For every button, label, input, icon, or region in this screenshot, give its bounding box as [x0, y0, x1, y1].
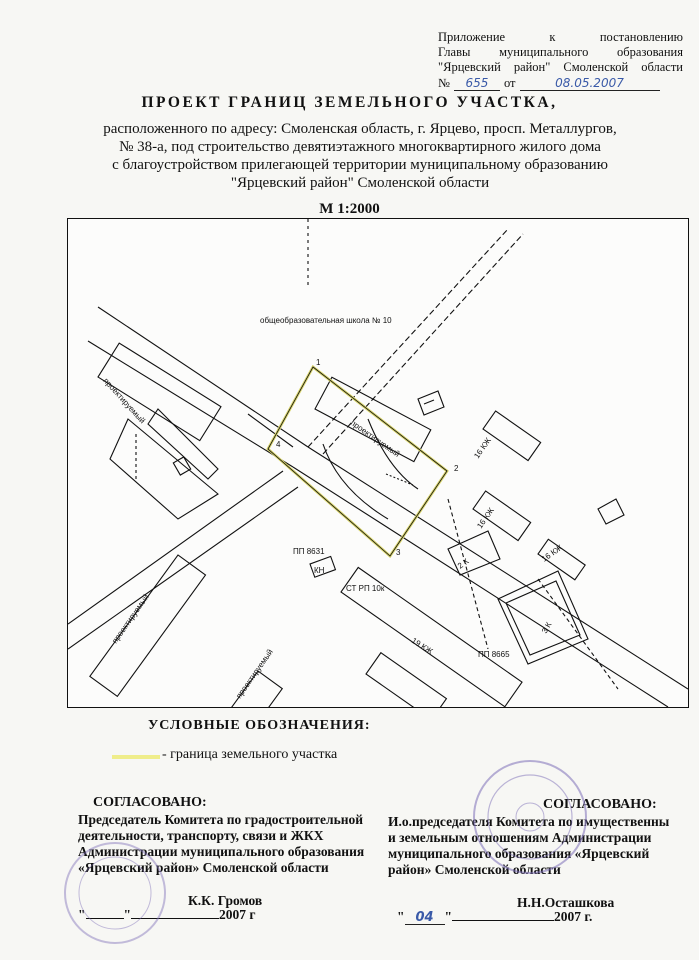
left-agreed-label: СОГЛАСОВАНО: — [93, 795, 207, 810]
access-road — [323, 444, 388, 519]
quote-open: " — [397, 909, 405, 924]
street-line — [68, 471, 283, 624]
building-label: 3 К — [539, 620, 554, 635]
small-structure — [418, 391, 444, 415]
projected-label: проектируемый — [101, 376, 147, 426]
right-date-year: 2007 г. — [554, 909, 593, 924]
appendix-line3: "Ярцевский район" Смоленской области — [438, 60, 683, 74]
document-subtitle — [80, 120, 640, 192]
legend-boundary-swatch — [112, 755, 160, 759]
pp-label: ПП 8631 — [293, 547, 325, 556]
right-sign-date — [397, 909, 592, 925]
quote-open: " — [78, 907, 86, 922]
right-agreed-label: СОГЛАСОВАНО: — [543, 797, 657, 812]
appendix-block — [438, 30, 683, 91]
pp-label: ПП 8665 — [478, 650, 510, 659]
building-label: 16 КЖ — [539, 542, 565, 564]
left-signer-name: К.К. Громов — [188, 893, 263, 908]
building-label: 2 К — [455, 556, 471, 571]
right-sign-line: И.о.председателя Комитета по имущественны — [388, 814, 670, 829]
appendix-to: к — [549, 30, 556, 44]
site-plan-drawing — [68, 219, 688, 707]
appendix-number-row — [438, 76, 683, 91]
projected-label: проектируемый — [110, 592, 151, 646]
project-building — [315, 377, 431, 461]
plot-boundary-inner — [268, 367, 447, 556]
left-sign-line: Председатель Комитета по градостроительной — [78, 812, 364, 827]
small-structure — [424, 400, 434, 404]
street-line — [98, 307, 308, 447]
right-sign-line: муниципального образования «Ярцевский — [388, 846, 650, 861]
point-label: 1 — [316, 358, 321, 367]
building-label: КН — [314, 566, 325, 575]
subtitle-line: расположенного по адресу: Смоленская область, г. Ярцево, просп. Металлургов, — [103, 121, 617, 137]
legend-item-label: - граница земельного участка — [162, 747, 338, 762]
projected-label: проектируемый — [234, 647, 275, 701]
appendix-word: Приложение — [438, 30, 506, 44]
building-label: 19 КЖ — [409, 636, 435, 656]
subtitle-line: с благоустройством прилегающей территории муниципальному образованию — [112, 157, 608, 173]
right-sign-line: район» Смоленской области — [388, 862, 561, 877]
building-outline — [483, 411, 541, 461]
parking-hatch — [386, 474, 413, 485]
building-label: 16 КЖ — [475, 506, 496, 531]
quote-close: " — [444, 909, 452, 924]
number-label: № — [438, 76, 450, 90]
building-outline — [90, 555, 206, 696]
right-sign-line: и земельным отношениям Администрации — [388, 830, 652, 845]
quote-close: " — [123, 907, 131, 922]
left-date-year: 2007 г — [219, 907, 256, 922]
point-label: 2 — [454, 464, 459, 473]
appendix-resolution: постановлению — [599, 30, 683, 44]
point-label: 3 — [396, 548, 401, 557]
document-title: ПРОЕКТ ГРАНИЦ ЗЕМЕЛЬНОГО УЧАСТКА, — [141, 94, 558, 111]
date-value: 08.05.2007 — [520, 77, 660, 91]
projected-label: проектируемый — [348, 418, 402, 459]
official-seal-stamp — [470, 757, 590, 877]
map-scale: М 1:2000 — [319, 201, 380, 217]
small-structure — [173, 457, 190, 475]
site-plan-map — [67, 218, 689, 708]
st-label: СТ РП 10к — [346, 584, 385, 593]
left-sign-line: Администрации муниципального образования — [78, 844, 365, 859]
school-label: общеобразовательная школа № 10 — [260, 316, 392, 325]
left-sign-line: «Ярцевский район» Смоленской области — [78, 860, 329, 875]
dashed-line — [538, 579, 618, 689]
right-signer-name: Н.Н.Осташкова — [517, 895, 615, 910]
point-label: 4 — [276, 440, 281, 449]
building-label: 16 КЖ — [472, 436, 493, 461]
street-line — [88, 341, 293, 467]
round-stamp — [60, 838, 180, 948]
legend-title: УСЛОВНЫЕ ОБОЗНАЧЕНИЯ: — [148, 718, 371, 733]
number-value: 655 — [454, 77, 500, 91]
right-day: 04 — [405, 911, 445, 925]
building-outline — [366, 653, 446, 707]
date-label: от — [503, 76, 516, 90]
appendix-line2: Главы муниципального образования — [438, 45, 683, 59]
building-outline — [110, 419, 218, 519]
left-sign-line: деятельности, транспорту, связи и ЖКХ — [78, 828, 324, 843]
subtitle-line: "Ярцевский район" Смоленской области — [230, 175, 490, 191]
small-structure — [598, 499, 624, 524]
school-fence — [308, 229, 508, 447]
street-line — [68, 487, 298, 649]
subtitle-line: № 38-а, под строительство девятиэтажного многоквартирного жилого дома — [119, 139, 601, 155]
